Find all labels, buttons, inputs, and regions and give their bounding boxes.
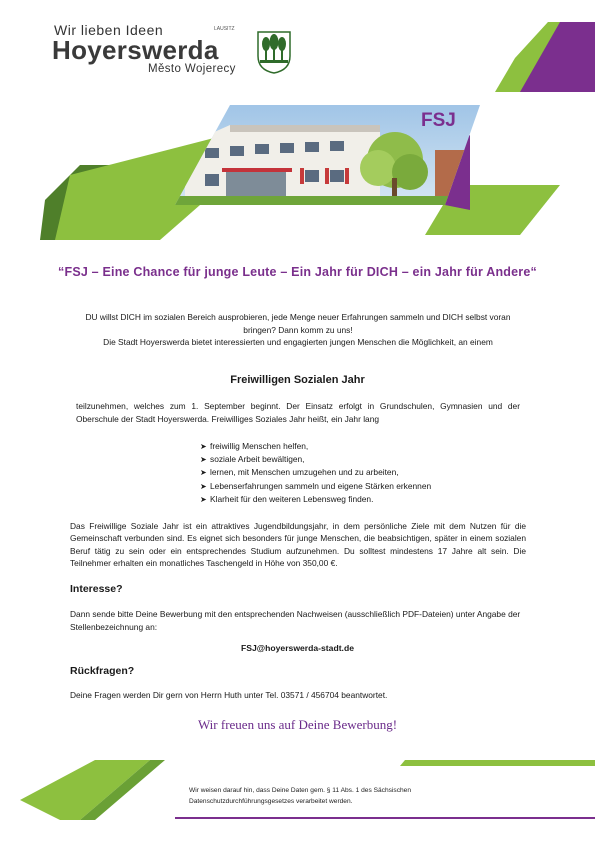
footer-privacy-note [189, 785, 411, 807]
intro-line-1: DU willst DICH im sozialen Bereich ausprobieren, jede Menge neuer Erfahrungen sammeln und DICH selbst voran bringen? Dann komm zu uns! [85, 312, 511, 335]
intro-line-2: Die Stadt Hoyerswerda bietet interessierten und engagierten jungen Menschen die Möglichkeit, an einem [103, 337, 493, 347]
heading-rueckfragen: Rückfragen? [70, 665, 135, 677]
paragraph-description: Das Freiwillige Soziale Jahr ist ein attraktives Jugendbildungsjahr, in dem persönliche Ziele mit dem Nutzen für die Gemeinschaft verbunden sind. Es eignet sich besonders für junge Menschen, die beabsichtigen, später in einem sozialen Beruf tätig zu sein oder ein entsprechendes Studium aufzunehmen. Du solltest mindestens 17 Jahre alt sein. Die Teilnehmer erhalten ein monatliches Taschengeld in Höhe von 350,00 €. [70, 521, 526, 568]
arrow-bullet-icon: ➤ [200, 481, 207, 491]
fsj-title: Freiwilligen Sozialen Jahr [230, 374, 365, 386]
logo-city-name: Hoyerswerda [52, 35, 219, 65]
list-item: ➤ Klarheit für den weiteren Lebensweg finden. [200, 493, 431, 506]
footer-note-line-2: Datenschutzdurchführungsgesetzes verarbeitet werden. [189, 798, 353, 805]
list-item: ➤ Lebenserfahrungen sammeln und eigene Stärken erkennen [200, 480, 431, 493]
arrow-bullet-icon: ➤ [200, 442, 207, 451]
logo-city-sorbian: Město Wojerecy [148, 63, 236, 75]
arrow-bullet-icon: ➤ [200, 468, 207, 478]
list-item: ➤ soziale Arbeit bewältigen, [200, 453, 431, 466]
paragraph-participation: teilzunehmen, welches zum 1. September beginnt. Der Einsatz erfolgt in Grundschulen, Gymnasien und der Oberschule der Stadt Hoyerswerda. Freiwilliges Soziales Jahr heißt, ein Jahr lang [76, 401, 520, 424]
arrow-bullet-icon: ➤ [200, 455, 207, 465]
closing-line: Wir freuen uns auf Deine Bewerbung! [197, 717, 398, 732]
city-crest-icon [256, 30, 292, 74]
arrow-bullet-icon: ➤ [200, 494, 207, 504]
list-item: ➤ lernen, mit Menschen umzugehen und zu arbeiten, [200, 466, 431, 479]
paragraph-application: Dann sende bitte Deine Bewerbung mit den entsprechenden Nachweisen (ausschließlich PDF-Dateien) unter Angabe der Stellenbezeichnung an: [70, 609, 521, 632]
logo-small-tag: LAUSITZ [214, 26, 235, 32]
paragraph-contact: Deine Fragen werden Dir gern von Herrn Huth unter Tel. 03571 / 456704 beantwortet. [70, 690, 388, 700]
footer-note-line-1: Wir weisen darauf hin, dass Deine Daten gem. § 11 Abs. 1 des Sächsischen [189, 787, 411, 794]
banner-fsj-label: FSJ [421, 110, 456, 131]
benefits-list [200, 440, 431, 506]
logo-tagline: Wir lieben Ideen [54, 22, 164, 38]
intro-text [70, 311, 526, 349]
application-email-link[interactable]: FSJ@hoyerswerda-stadt.de [241, 643, 354, 653]
list-item: ➤ freiwillig Menschen helfen, [200, 440, 431, 453]
heading-interesse: Interesse? [70, 583, 123, 595]
page-headline: “FSJ – Eine Chance für junge Leute – Ein Jahr für DICH – ein Jahr für Andere“ [58, 265, 537, 279]
